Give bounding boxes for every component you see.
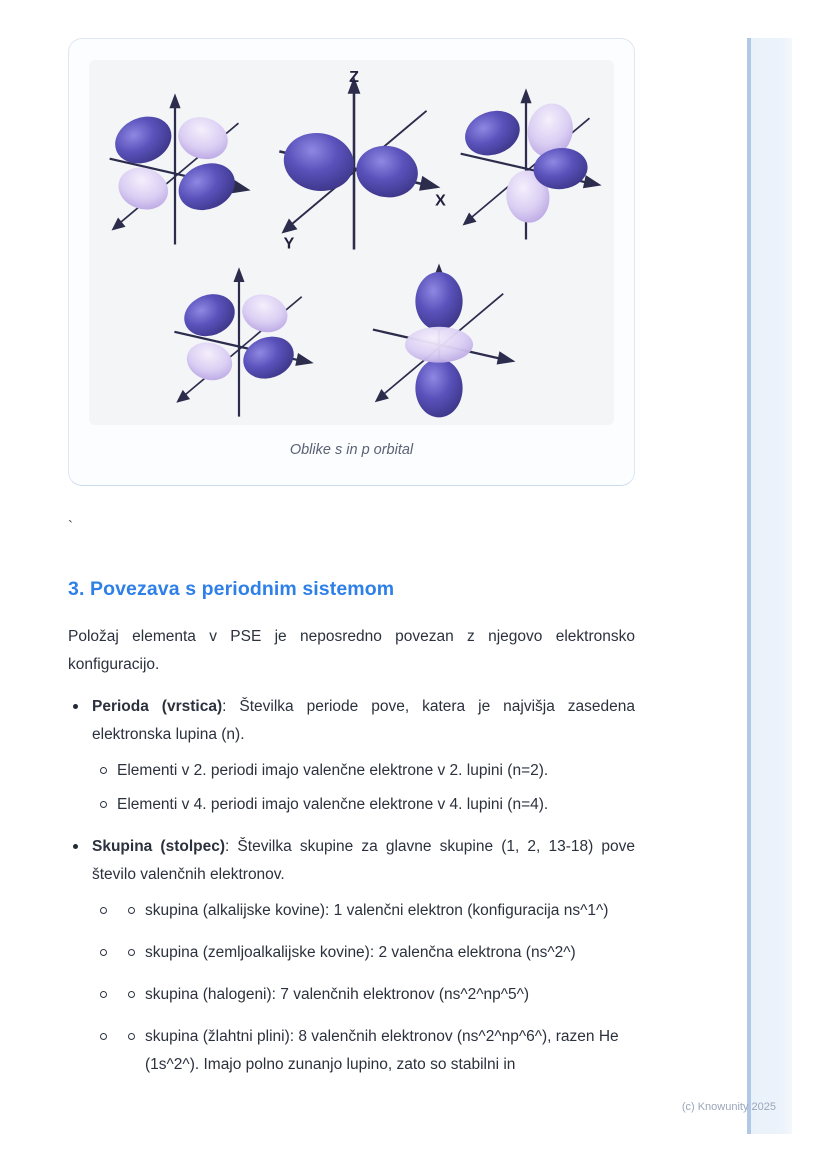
p-orbital-four-lobes-icon <box>91 84 259 252</box>
stray-backtick: ` <box>68 518 73 535</box>
figure-caption: Oblike s in p orbital <box>289 442 414 458</box>
p-orbital-four-lobes-small-icon <box>156 258 322 424</box>
sub-item-text: skupina (halogeni): 7 valenčnih elektronov (ns^2^np^5^) <box>145 986 530 1003</box>
sub-item-text: skupina (alkalijske kovine): 1 valenčni elektron (konfiguracija ns^1^) <box>145 902 609 919</box>
sub-item-text: Elementi v 2. periodi imajo valenčne elektrone v 2. lupini (n=2). <box>117 762 549 779</box>
section-heading: 3. Povezava s periodnim sistemom <box>68 578 395 600</box>
circle-marker <box>100 897 128 925</box>
orbital-figure-card <box>68 38 635 486</box>
bullet-disc-marker <box>68 693 92 749</box>
bullet-list <box>68 693 635 1079</box>
intro-paragraph: Položaj elementa v PSE je neposredno povezan z njegovo elektronsko konfiguracijo. <box>68 628 635 673</box>
list-item-perioda <box>68 693 635 749</box>
list-item-skupina <box>68 833 635 889</box>
p-orbital-dumbbell-icon <box>258 66 450 258</box>
sub-item-skupina-3 <box>100 981 635 1009</box>
circle-marker <box>128 939 145 967</box>
list-item-text <box>92 693 635 749</box>
p-orbital-vertical-ring-icon <box>354 254 524 424</box>
list-item-rest: : Številka skupine za glavne skupine (1, 2, 13-18) pove število valenčnih elektronov. <box>92 838 635 883</box>
list-item-text <box>92 833 635 889</box>
circle-marker <box>128 897 145 925</box>
x-axis-label: X <box>435 192 446 210</box>
sub-item-text: Elementi v 4. periodi imajo valenčne elektrone v 4. lupini (n=4). <box>117 796 549 813</box>
copyright-text: (c) Knowunity 2025 <box>681 1101 776 1113</box>
list-item-label: Perioda (vrstica) <box>92 698 223 715</box>
circle-marker <box>100 981 128 1009</box>
p-orbital-four-lobes-right-icon <box>442 79 610 247</box>
sub-item-text: skupina (žlahtni plini): 8 valenčnih elektronov (ns^2^np^6^), razen He (1s^2^). Imajo polno zunanjo lupino, zato so stabilni in <box>145 1028 619 1073</box>
orbital-figure-image <box>89 60 614 425</box>
sub-item-text: skupina (zemljoalkalijske kovine): 2 valenčna elektrona (ns^2^) <box>145 944 576 961</box>
circle-marker <box>100 791 117 819</box>
circle-marker <box>128 1023 145 1079</box>
list-item-label: Skupina (stolpec) <box>92 838 225 855</box>
bullet-disc-marker <box>68 833 92 889</box>
circle-marker <box>100 757 117 785</box>
sub-item-perioda-2 <box>100 791 635 819</box>
list-item-rest: : Številka periode pove, katera je najvišja zasedena elektronska lupina (n). <box>92 698 635 743</box>
sub-item-skupina-1 <box>100 897 635 925</box>
y-axis-label: Y <box>283 235 295 253</box>
circle-marker <box>100 1023 128 1079</box>
circle-marker <box>128 981 145 1009</box>
circle-marker <box>100 939 128 967</box>
sub-item-perioda-1 <box>100 757 635 785</box>
sub-item-skupina-2 <box>100 939 635 967</box>
document-content <box>68 0 635 1079</box>
z-axis-label: Z <box>349 69 359 86</box>
sub-item-skupina-4 <box>100 1023 635 1079</box>
scrollbar[interactable] <box>747 38 792 1134</box>
